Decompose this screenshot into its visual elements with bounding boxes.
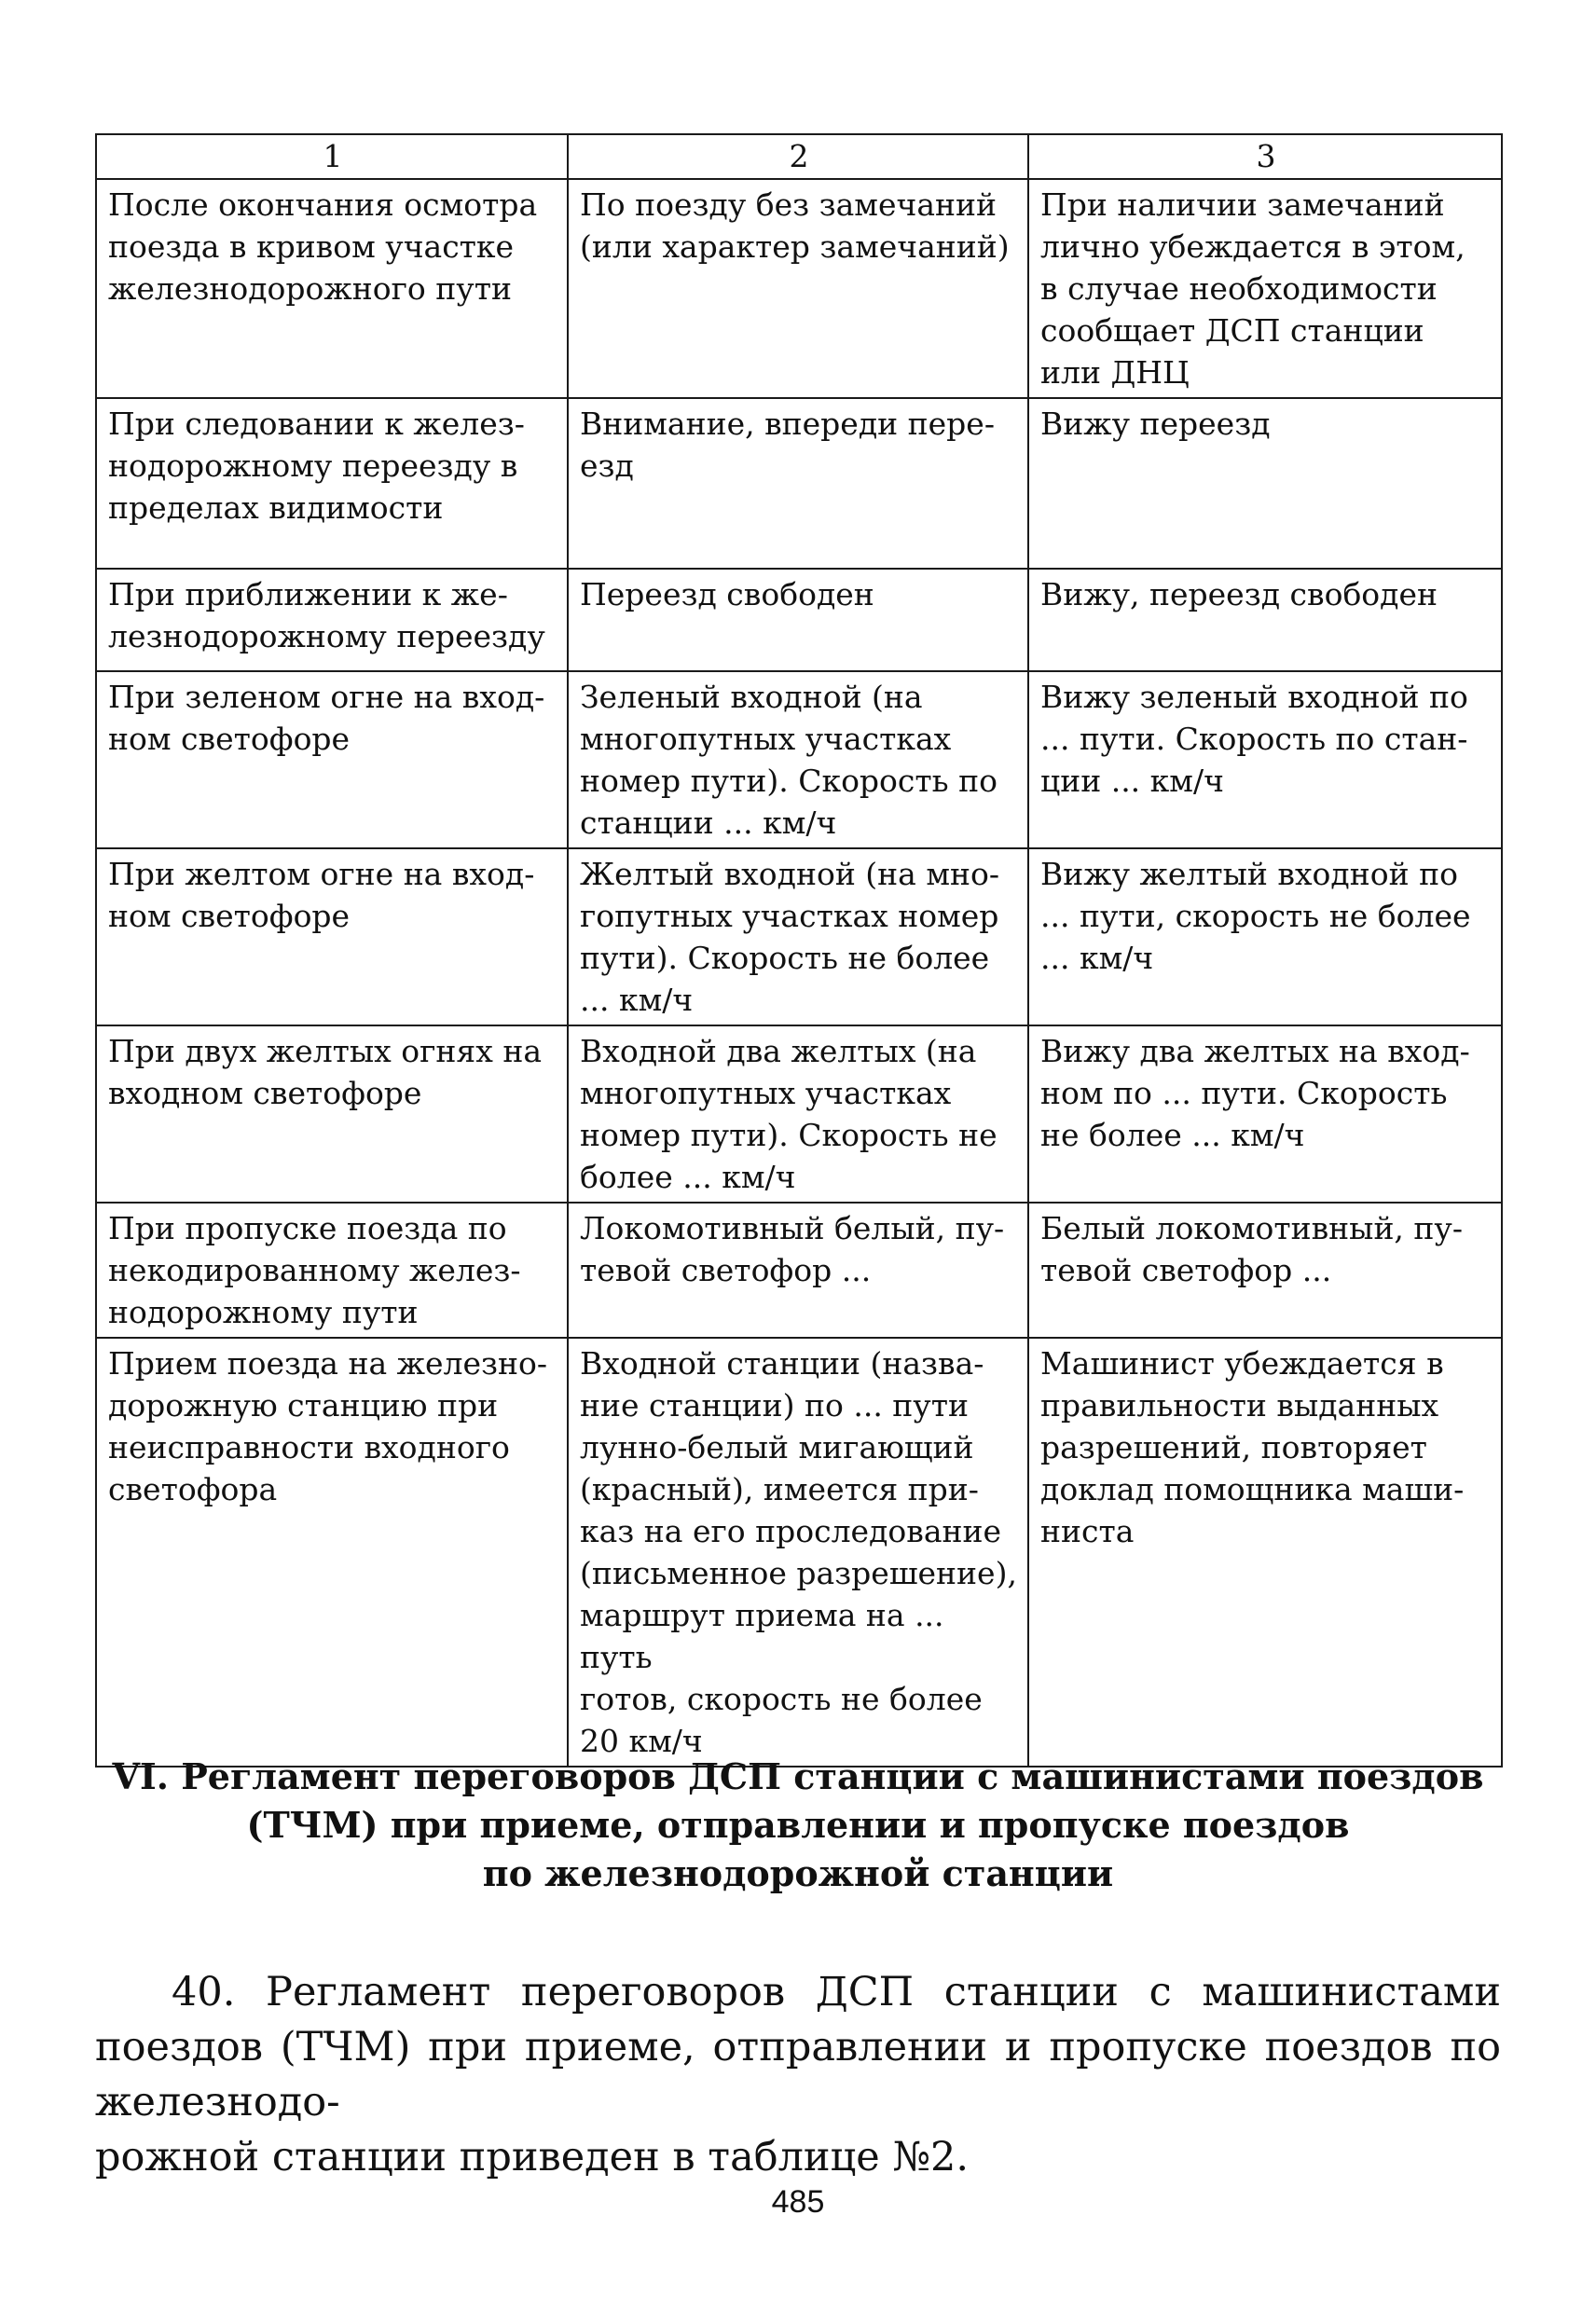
situation-cell: При двух желтых огнях на входном светофоре [96, 1025, 568, 1203]
table-row [96, 569, 1502, 671]
dispatcher-message-cell: Локомотивный белый, пу- тевой светофор ... [568, 1203, 1028, 1338]
column-header-2: 2 [568, 134, 1028, 179]
table-row [96, 179, 1502, 398]
driver-response-cell: При наличии замечаний лично убеждается в этом, в случае необходимости сообщает ДСП станции или ДНЦ [1028, 179, 1502, 398]
driver-response-cell: Вижу два желтых на вход- ном по ... пути. Скорость не более ... км/ч [1028, 1025, 1502, 1203]
situation-cell: При зеленом огне на вход- ном светофоре [96, 671, 568, 848]
situation-cell: При приближении к же- лезнодорожному переезду [96, 569, 568, 671]
table-row [96, 1203, 1502, 1338]
table-row [96, 671, 1502, 848]
dispatcher-message-cell: Внимание, впереди пере- езд [568, 398, 1028, 569]
dispatcher-message-cell: Входной два желтых (на многопутных участках номер пути). Скорость не более ... км/ч [568, 1025, 1028, 1203]
driver-response-cell: Машинист убеждается в правильности выданных разрешений, повторяет доклад помощника маши- ниста [1028, 1338, 1502, 1767]
regulation-table [95, 133, 1503, 1768]
driver-response-cell: Вижу зеленый входной по ... пути. Скорость по стан- ции ... км/ч [1028, 671, 1502, 848]
driver-response-cell: Вижу, переезд свободен [1028, 569, 1502, 671]
body-paragraph: 40. Регламент переговоров ДСП станции с машинистами поездов (ТЧМ) при приеме, отправлении и пропуске поездов по железнодо- рожной станции приведен в таблице №2. [95, 1969, 1501, 2180]
table-row [96, 1338, 1502, 1767]
column-header-1: 1 [96, 134, 568, 179]
section-heading: VI. Регламент переговоров ДСП станции с машинистами поездов (ТЧМ) при приеме, отправлении и пропуске поездов по железнодорожной станции [112, 1755, 1484, 1894]
dispatcher-message-cell: Зеленый входной (на многопутных участках номер пути). Скорость по станции ... км/ч [568, 671, 1028, 848]
situation-cell: При желтом огне на вход- ном светофоре [96, 848, 568, 1025]
table-row [96, 398, 1502, 569]
table-row [96, 848, 1502, 1025]
dispatcher-message-cell: Желтый входной (на мно- гопутных участках номер пути). Скорость не более ... км/ч [568, 848, 1028, 1025]
driver-response-cell: Белый локомотивный, пу- тевой светофор ... [1028, 1203, 1502, 1338]
situation-cell: При следовании к желез- нодорожному переезду в пределах видимости [96, 398, 568, 569]
dispatcher-message-cell: Входной станции (назва- ние станции) по ... пути лунно-белый мигающий (красный), имеется при- каз на его проследование (письменное разрешение), маршрут приема на ... путь готов, скорость не более 20 км/ч [568, 1338, 1028, 1767]
column-header-3: 3 [1028, 134, 1502, 179]
table-header-row [96, 134, 1502, 179]
situation-cell: После окончания осмотра поезда в кривом участке железнодорожного пути [96, 179, 568, 398]
table-row [96, 1025, 1502, 1203]
driver-response-cell: Вижу желтый входной по ... пути, скорость не более ... км/ч [1028, 848, 1502, 1025]
situation-cell: Прием поезда на железно- дорожную станцию при неисправности входного светофора [96, 1338, 568, 1767]
dispatcher-message-cell: По поезду без замечаний (или характер замечаний) [568, 179, 1028, 398]
driver-response-cell: Вижу переезд [1028, 398, 1502, 569]
page-number: 485 [771, 2184, 825, 2220]
situation-cell: При пропуске поезда по некодированному желез- нодорожному пути [96, 1203, 568, 1338]
dispatcher-message-cell: Переезд свободен [568, 569, 1028, 671]
